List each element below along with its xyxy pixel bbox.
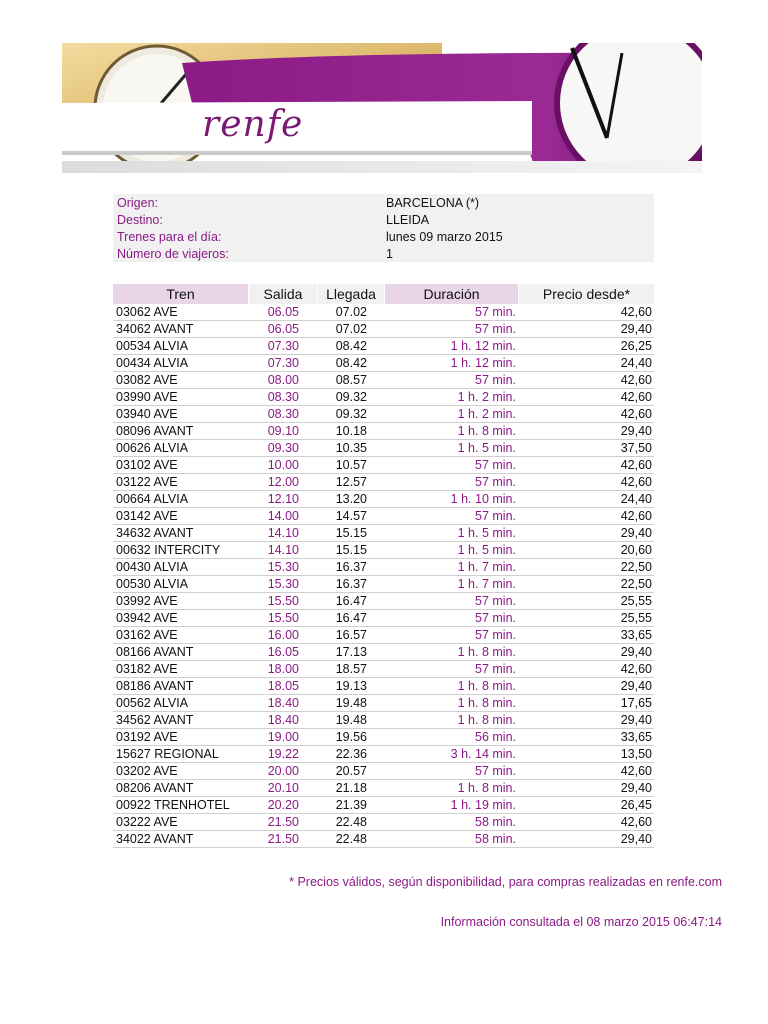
cell-salida: 18.05: [267, 679, 299, 693]
cell-tren: 34632 AVANT: [116, 526, 194, 540]
cell-salida: 10.00: [267, 458, 299, 472]
cell-precio: 22,50: [620, 577, 652, 591]
table-row: [113, 627, 654, 644]
cell-duracion: 57 min.: [475, 594, 516, 608]
cell-llegada: 16.37: [335, 577, 367, 591]
cell-tren: 00534 ALVIA: [116, 339, 189, 353]
cell-precio: 29,40: [620, 322, 652, 336]
column-header-duracion: Duración: [385, 284, 518, 304]
column-header-tren: Tren: [113, 284, 248, 304]
info-value: BARCELONA (*): [386, 196, 480, 210]
cell-precio: 24,40: [620, 356, 652, 370]
cell-llegada: 16.47: [335, 594, 367, 608]
cell-salida: 14.10: [267, 543, 299, 557]
cell-salida: 09.30: [267, 441, 299, 455]
cell-tren: 00430 ALVIA: [116, 560, 189, 574]
table-row: [113, 321, 654, 338]
cell-duracion: 58 min.: [475, 815, 516, 829]
cell-tren: 03102 AVE: [116, 458, 178, 472]
renfe-header-banner: [62, 43, 702, 173]
info-label: Origen:: [117, 196, 158, 210]
cell-llegada: 17.13: [335, 645, 367, 659]
table-row: [113, 457, 654, 474]
cell-llegada: 10.18: [335, 424, 367, 438]
cell-tren: 03192 AVE: [116, 730, 178, 744]
table-row: [113, 593, 654, 610]
cell-salida: 18.40: [267, 713, 299, 727]
cell-llegada: 22.36: [335, 747, 367, 761]
table-row: [113, 763, 654, 780]
table-row: [113, 406, 654, 423]
table-row: [113, 695, 654, 712]
cell-tren: 15627 REGIONAL: [116, 747, 219, 761]
table-row: [113, 576, 654, 593]
cell-salida: 14.10: [267, 526, 299, 540]
cell-llegada: 18.57: [335, 662, 367, 676]
cell-duracion: 1 h. 2 min.: [457, 390, 516, 404]
info-label: Destino:: [117, 213, 163, 227]
cell-salida: 08.30: [267, 407, 299, 421]
timetable-body: [113, 304, 654, 848]
cell-precio: 29,40: [620, 645, 652, 659]
cell-tren: 00664 ALVIA: [116, 492, 189, 506]
table-row: [113, 542, 654, 559]
cell-precio: 42,60: [620, 407, 652, 421]
cell-precio: 29,40: [620, 679, 652, 693]
cell-duracion: 1 h. 8 min.: [457, 679, 516, 693]
column-header-salida: Salida: [249, 284, 317, 304]
cell-precio: 13,50: [620, 747, 652, 761]
cell-llegada: 14.57: [335, 509, 367, 523]
cell-tren: 00434 ALVIA: [116, 356, 189, 370]
cell-tren: 03062 AVE: [116, 305, 178, 319]
cell-precio: 22,50: [620, 560, 652, 574]
cell-tren: 00562 ALVIA: [116, 696, 189, 710]
table-row: [113, 678, 654, 695]
cell-duracion: 57 min.: [475, 611, 516, 625]
cell-precio: 17,65: [620, 696, 652, 710]
cell-tren: 03202 AVE: [116, 764, 178, 778]
table-row: [113, 797, 654, 814]
cell-llegada: 08.42: [335, 356, 367, 370]
cell-tren: 00626 ALVIA: [116, 441, 189, 455]
table-row: [113, 559, 654, 576]
cell-precio: 29,40: [620, 832, 652, 846]
cell-salida: 18.40: [267, 696, 299, 710]
cell-duracion: 57 min.: [475, 322, 516, 336]
table-row: [113, 355, 654, 372]
cell-salida: 07.30: [267, 356, 299, 370]
cell-precio: 42,60: [620, 475, 652, 489]
cell-duracion: 1 h. 7 min.: [457, 560, 516, 574]
column-header-llegada: Llegada: [318, 284, 384, 304]
cell-llegada: 09.32: [335, 390, 367, 404]
cell-precio: 42,60: [620, 764, 652, 778]
cell-salida: 20.10: [267, 781, 299, 795]
cell-llegada: 13.20: [335, 492, 367, 506]
cell-salida: 16.05: [267, 645, 299, 659]
cell-duracion: 1 h. 12 min.: [450, 356, 516, 370]
cell-precio: 42,60: [620, 390, 652, 404]
cell-tren: 34562 AVANT: [116, 713, 194, 727]
cell-llegada: 12.57: [335, 475, 367, 489]
cell-salida: 07.30: [267, 339, 299, 353]
table-row: [113, 746, 654, 763]
cell-tren: 03222 AVE: [116, 815, 178, 829]
cell-precio: 42,60: [620, 305, 652, 319]
cell-tren: 00632 INTERCITY: [116, 543, 221, 557]
cell-duracion: 57 min.: [475, 662, 516, 676]
cell-salida: 08.00: [267, 373, 299, 387]
cell-llegada: 16.47: [335, 611, 367, 625]
cell-salida: 15.50: [267, 611, 299, 625]
cell-duracion: 1 h. 10 min.: [450, 492, 516, 506]
cell-duracion: 57 min.: [475, 628, 516, 642]
cell-salida: 19.00: [267, 730, 299, 744]
cell-duracion: 1 h. 8 min.: [457, 713, 516, 727]
cell-tren: 34022 AVANT: [116, 832, 194, 846]
table-row: [113, 525, 654, 542]
info-row-origin: [113, 195, 654, 212]
cell-tren: 03182 AVE: [116, 662, 178, 676]
cell-tren: 00922 TRENHOTEL: [116, 798, 230, 812]
cell-precio: 24,40: [620, 492, 652, 506]
cell-llegada: 15.15: [335, 543, 367, 557]
cell-precio: 29,40: [620, 781, 652, 795]
cell-salida: 20.00: [267, 764, 299, 778]
cell-duracion: 57 min.: [475, 475, 516, 489]
cell-tren: 08096 AVANT: [116, 424, 194, 438]
cell-llegada: 16.57: [335, 628, 367, 642]
cell-llegada: 16.37: [335, 560, 367, 574]
cell-tren: 00530 ALVIA: [116, 577, 189, 591]
cell-precio: 25,55: [620, 611, 652, 625]
table-row: [113, 780, 654, 797]
cell-duracion: 57 min.: [475, 305, 516, 319]
cell-salida: 14.00: [267, 509, 299, 523]
cell-llegada: 20.57: [335, 764, 367, 778]
table-row: [113, 304, 654, 321]
cell-salida: 21.50: [267, 815, 299, 829]
table-row: [113, 491, 654, 508]
consulted-timestamp: Información consultada el 08 marzo 2015 06:47:14: [440, 915, 722, 929]
cell-precio: 29,40: [620, 424, 652, 438]
info-row-travellers: [113, 246, 654, 263]
cell-duracion: 3 h. 14 min.: [450, 747, 516, 761]
cell-precio: 29,40: [620, 526, 652, 540]
cell-salida: 12.10: [267, 492, 299, 506]
cell-salida: 06.05: [267, 305, 299, 319]
cell-precio: 42,60: [620, 509, 652, 523]
cell-duracion: 1 h. 12 min.: [450, 339, 516, 353]
cell-salida: 20.20: [267, 798, 299, 812]
info-label: Trenes para el día:: [117, 230, 222, 244]
table-row: [113, 644, 654, 661]
renfe-logo: renfe: [202, 104, 304, 145]
table-row: [113, 423, 654, 440]
cell-llegada: 10.57: [335, 458, 367, 472]
cell-llegada: 21.39: [335, 798, 367, 812]
cell-duracion: 1 h. 7 min.: [457, 577, 516, 591]
cell-tren: 34062 AVANT: [116, 322, 194, 336]
table-row: [113, 831, 654, 848]
cell-duracion: 57 min.: [475, 458, 516, 472]
cell-llegada: 07.02: [335, 322, 367, 336]
cell-precio: 33,65: [620, 730, 652, 744]
cell-precio: 37,50: [620, 441, 652, 455]
cell-tren: 08206 AVANT: [116, 781, 194, 795]
cell-tren: 03162 AVE: [116, 628, 178, 642]
cell-salida: 12.00: [267, 475, 299, 489]
cell-precio: 25,55: [620, 594, 652, 608]
cell-llegada: 19.13: [335, 679, 367, 693]
cell-tren: 03990 AVE: [116, 390, 178, 404]
cell-llegada: 19.48: [335, 696, 367, 710]
cell-tren: 03122 AVE: [116, 475, 178, 489]
cell-llegada: 08.57: [335, 373, 367, 387]
cell-tren: 03942 AVE: [116, 611, 178, 625]
cell-duracion: 1 h. 19 min.: [450, 798, 516, 812]
journey-info: [113, 194, 654, 262]
cell-salida: 16.00: [267, 628, 299, 642]
cell-llegada: 09.32: [335, 407, 367, 421]
info-value: lunes 09 marzo 2015: [386, 230, 503, 244]
cell-precio: 42,60: [620, 815, 652, 829]
cell-precio: 42,60: [620, 373, 652, 387]
cell-duracion: 57 min.: [475, 764, 516, 778]
cell-salida: 15.30: [267, 577, 299, 591]
table-row: [113, 508, 654, 525]
timetable-header: [113, 284, 654, 304]
cell-tren: 03142 AVE: [116, 509, 178, 523]
table-row: [113, 440, 654, 457]
table-row: [113, 712, 654, 729]
table-row: [113, 389, 654, 406]
cell-precio: 42,60: [620, 662, 652, 676]
cell-salida: 08.30: [267, 390, 299, 404]
cell-llegada: 19.48: [335, 713, 367, 727]
table-row: [113, 814, 654, 831]
cell-tren: 03992 AVE: [116, 594, 178, 608]
column-header-precio: Precio desde*: [519, 284, 654, 304]
cell-salida: 19.22: [267, 747, 299, 761]
cell-llegada: 08.42: [335, 339, 367, 353]
cell-duracion: 1 h. 8 min.: [457, 424, 516, 438]
cell-tren: 08186 AVANT: [116, 679, 194, 693]
table-row: [113, 610, 654, 627]
cell-llegada: 07.02: [335, 305, 367, 319]
cell-duracion: 57 min.: [475, 373, 516, 387]
info-label: Número de viajeros:: [117, 247, 229, 261]
info-row-date: [113, 229, 654, 246]
cell-salida: 06.05: [267, 322, 299, 336]
cell-salida: 15.30: [267, 560, 299, 574]
info-row-destination: [113, 212, 654, 229]
table-row: [113, 661, 654, 678]
table-row: [113, 474, 654, 491]
price-note: * Precios válidos, según disponibilidad, para compras realizadas en renfe.com: [289, 875, 722, 889]
cell-tren: 03082 AVE: [116, 373, 178, 387]
cell-duracion: 58 min.: [475, 832, 516, 846]
cell-precio: 26,25: [620, 339, 652, 353]
cell-duracion: 1 h. 5 min.: [457, 526, 516, 540]
cell-llegada: 15.15: [335, 526, 367, 540]
cell-llegada: 21.18: [335, 781, 367, 795]
table-row: [113, 729, 654, 746]
info-value: 1: [386, 247, 393, 261]
cell-llegada: 22.48: [335, 815, 367, 829]
cell-duracion: 1 h. 5 min.: [457, 441, 516, 455]
cell-precio: 20,60: [620, 543, 652, 557]
cell-duracion: 56 min.: [475, 730, 516, 744]
cell-llegada: 10.35: [335, 441, 367, 455]
cell-duracion: 1 h. 8 min.: [457, 781, 516, 795]
cell-duracion: 57 min.: [475, 509, 516, 523]
cell-precio: 26,45: [620, 798, 652, 812]
cell-duracion: 1 h. 2 min.: [457, 407, 516, 421]
cell-precio: 29,40: [620, 713, 652, 727]
cell-salida: 15.50: [267, 594, 299, 608]
cell-salida: 21.50: [267, 832, 299, 846]
cell-llegada: 22.48: [335, 832, 367, 846]
cell-duracion: 1 h. 8 min.: [457, 696, 516, 710]
cell-duracion: 1 h. 5 min.: [457, 543, 516, 557]
cell-tren: 03940 AVE: [116, 407, 178, 421]
cell-tren: 08166 AVANT: [116, 645, 194, 659]
cell-salida: 18.00: [267, 662, 299, 676]
cell-llegada: 19.56: [335, 730, 367, 744]
cell-precio: 33,65: [620, 628, 652, 642]
cell-salida: 09.10: [267, 424, 299, 438]
cell-duracion: 1 h. 8 min.: [457, 645, 516, 659]
cell-precio: 42,60: [620, 458, 652, 472]
table-row: [113, 338, 654, 355]
table-row: [113, 372, 654, 389]
info-value: LLEIDA: [386, 213, 430, 227]
